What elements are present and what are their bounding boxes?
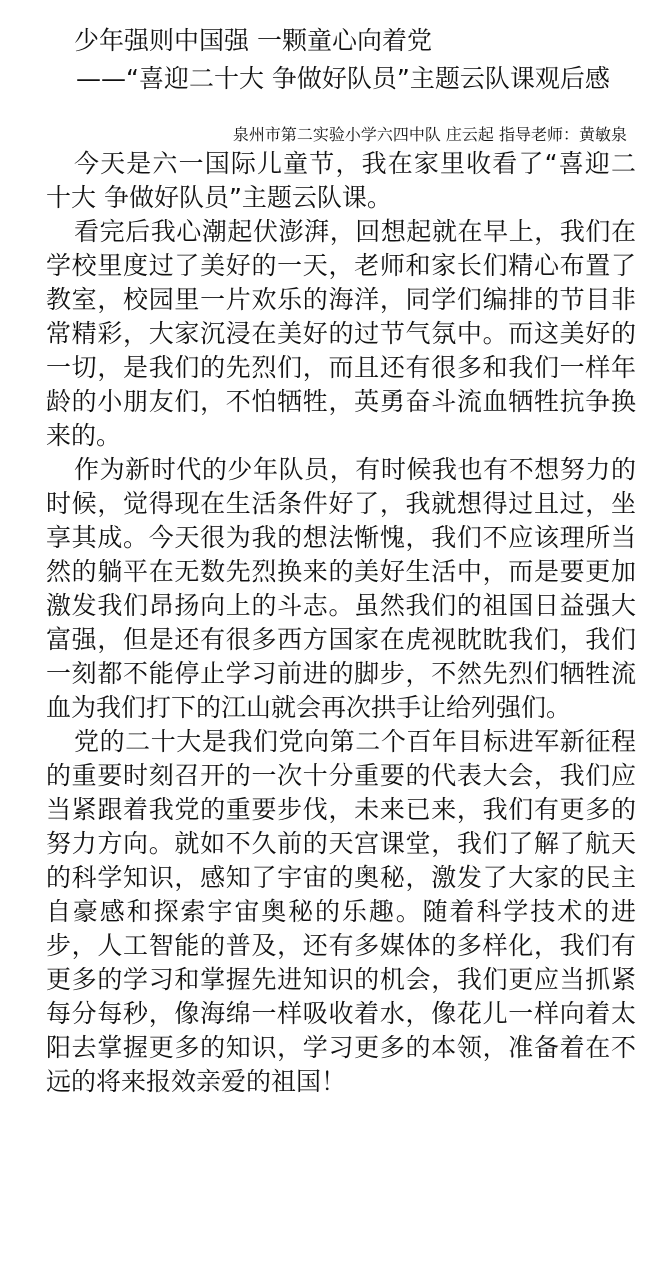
paragraph-1: 今天是六一国际儿童节，我在家里收看了“喜迎二十大 争做好队员”主题云队课。 bbox=[46, 149, 636, 212]
essay-title: 少年强则中国强 一颗童心向着党 bbox=[74, 26, 432, 55]
paragraph-2: 看完后我心潮起伏澎湃，回想起就在早上，我们在学校里度过了美好的一天，老师和家长们精心布置了教室，校园里一片欢乐的海洋，同学们编排的节目非常精彩，大家沉浸在美好的过节气氛中。而这美好的一切，是我们的先烈们，而且还有很多和我们一样年龄的小朋友们，不怕牺牲，英勇奋斗流血牺牲抗争换来的。 bbox=[46, 217, 636, 450]
essay-subtitle: ——“喜迎二十大 争做好队员”主题云队课观后感 bbox=[76, 64, 610, 93]
paragraph-3: 作为新时代的少年队员，有时候我也有不想努力的时候，觉得现在生活条件好了，我就想得过且过，坐享其成。今天很为我的想法惭愧，我们不应该理所当然的躺平在无数先烈换来的美好生活中，而是要更加激发我们昂扬向上的斗志。虽然我们的祖国日益强大富强，但是还有很多西方国家在虎视眈眈我们，我们一刻都不能停止学习前进的脚步，不然先烈们牺牲流血为我们打下的江山就会再次拱手让给列强们。 bbox=[46, 455, 636, 722]
essay-body bbox=[46, 147, 636, 1099]
author-byline: 泉州市第二实验小学六四中队 庄云起 指导老师：黄敏泉 bbox=[232, 125, 627, 144]
paragraph-4: 党的二十大是我们党向第二个百年目标进军新征程的重要时刻召开的一次十分重要的代表大会，我们应当紧跟着我党的重要步伐，未来已来，我们有更多的努力方向。就如不久前的天宫课堂，我们了解了航天的科学知识，感知了宇宙的奥秘，激发了大家的民主自豪感和探索宇宙奥秘的乐趣。随着科学技术的进步，人工智能的普及，还有多媒体的多样化，我们有更多的学习和掌握先进知识的机会，我们更应当抓紧每分每秒，像海绵一样吸收着水，像花儿一样向着太阳去掌握更多的知识，学习更多的本领，准备着在不远的将来报效亲爱的祖国！ bbox=[46, 727, 636, 1096]
